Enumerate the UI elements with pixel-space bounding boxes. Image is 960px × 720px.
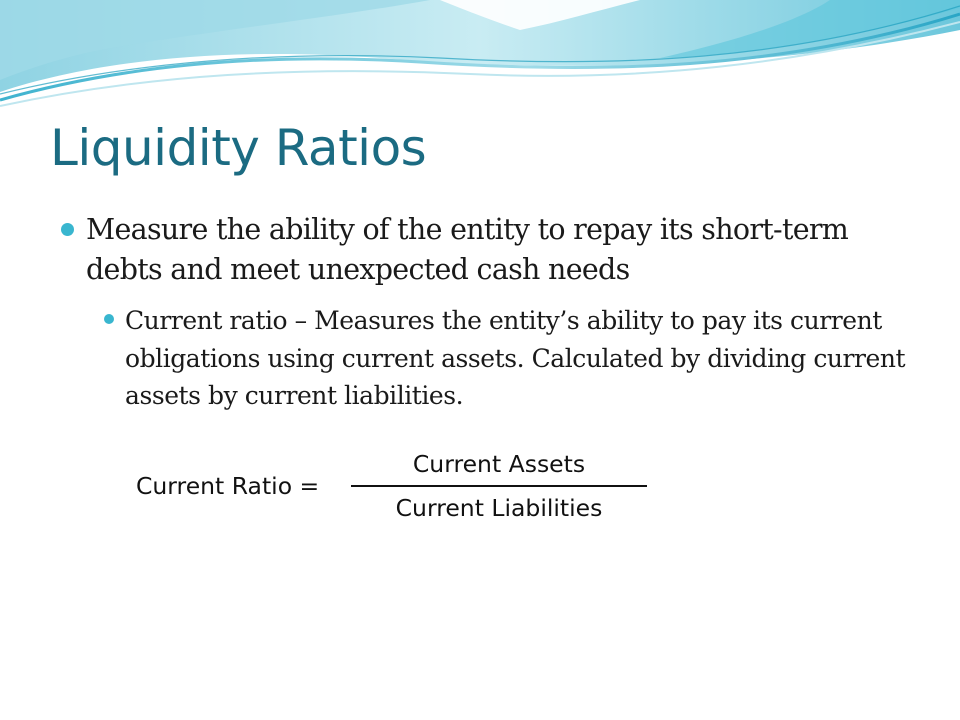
slide-title: Liquidity Ratios <box>50 119 427 177</box>
bullet-dot-icon <box>61 223 74 236</box>
formula-lhs: Current Ratio = <box>136 472 320 500</box>
fraction-bar <box>351 485 647 487</box>
formula-denominator: Current Liabilities <box>395 494 603 522</box>
sub-bullet-dot-icon <box>104 314 114 324</box>
bullet-level-1: Measure the ability of the entity to repay its short-term debts and meet unexpected cash needs <box>86 213 849 286</box>
bullet-level-2: Current ratio – Measures the entity’s ability to pay its current obligations using current assets. Calculated by dividing current assets by current liabilities. <box>125 306 906 410</box>
header-wave-decoration <box>0 0 960 120</box>
formula-numerator: Current Assets <box>412 450 586 478</box>
